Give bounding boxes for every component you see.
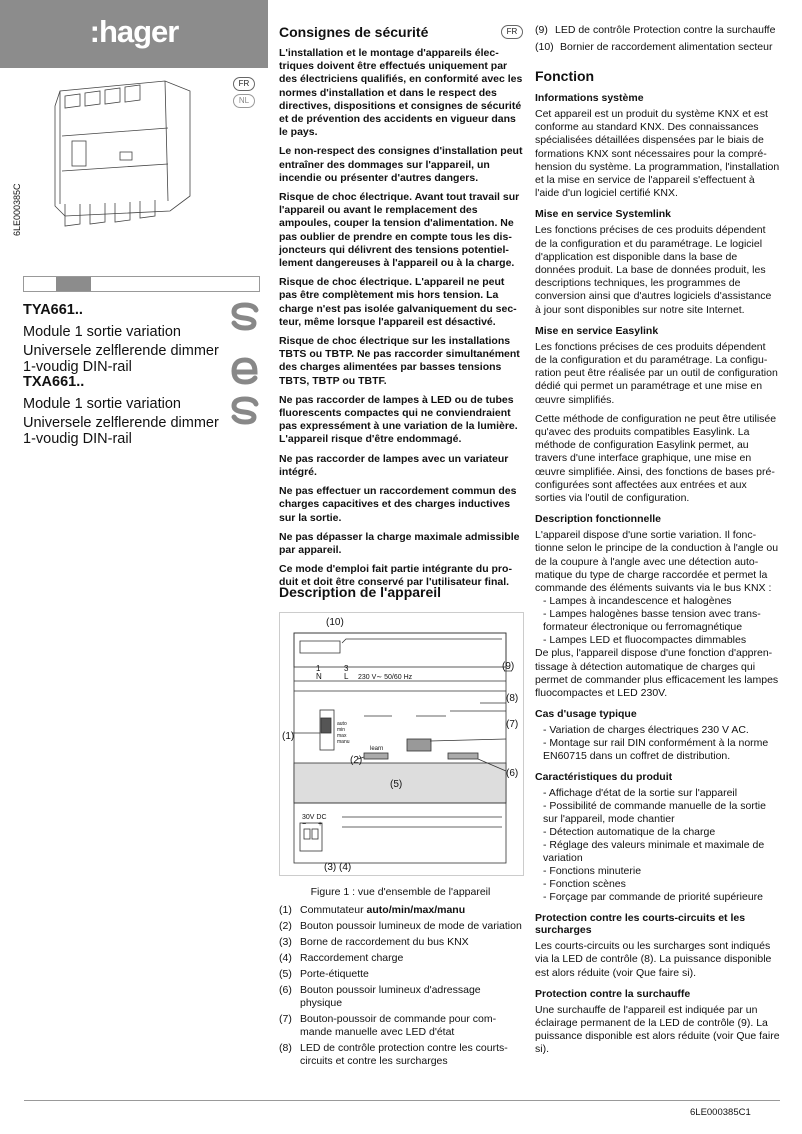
item-number: (8) xyxy=(279,1042,292,1054)
bus-polarity: + xyxy=(318,821,323,828)
item-number: (7) xyxy=(279,1013,292,1025)
item-number: (6) xyxy=(279,984,292,996)
safety-section xyxy=(279,24,523,596)
bullet-item: - Réglage des valeurs minimale et maximale de variation xyxy=(543,839,765,865)
device-diagram xyxy=(279,612,524,876)
item-number: (9) xyxy=(535,24,548,36)
product-line: Module 1 sortie variation xyxy=(23,396,181,412)
item-text: LED de contrôle Protection contre la surchauffe xyxy=(555,24,776,36)
safety-paragraph: Le non-respect des consignes d'installation peut entraîner des dommages sur l'appareil, un incendie ou présenter d'autres dangers. xyxy=(279,145,523,184)
safety-paragraph: Risque de choc électrique. L'appareil ne peut pas être complètement mis hors tension. La charge n'est pas isolée galvaniquement du secteur, même lorsque l'appareil est désactivé. xyxy=(279,276,517,328)
product-line: 1-voudig DIN-rail xyxy=(23,359,132,375)
item-text-bold: auto/min/max/manu xyxy=(366,904,466,916)
callout: (7) xyxy=(506,719,519,730)
callout: (2) xyxy=(350,755,363,766)
section-paragraph: Cet appareil est un produit du système KNX et est conforme au standard KNX. Des connaissances spécialisées détaillées dispensées par le biais de formations KNX sont nécessaires pour la compréhension du système. La programmation, l'installation et la mise en service de l'appareil s'effectuent à l'aide d'un logiciel certifié KNX. xyxy=(535,108,780,200)
item-text: Bornier de raccordement alimentation secteur xyxy=(560,41,773,53)
item-text: Borne de raccordement du bus KNX xyxy=(300,936,469,948)
item-number: (2) xyxy=(279,920,292,932)
section-paragraph: Les fonctions précises de ces produits dépendent de la configuration et du paramétrage. Le logiciel d'application est disponible dans la base de données produit. La base de données produit, les descriptions techniques, les programmes de conversion ainsi que d'autres logiciels d'assistance à jour sont disponibles sur notre site Internet. xyxy=(535,224,772,316)
bullet-item: - Détection automatique de la charge xyxy=(543,826,716,839)
list-item xyxy=(279,1013,523,1039)
section-paragraph: Cette méthode de configuration ne peut être utilisée qu'avec des produits compatibles Easylink. La méthode de configuration Easylink permet, au travers d'une interface graphique, une mise en œuvre simplifiée. Ainsi, des fonctions de bases pré-configurées sont affectées aux entrées et aux sorties via l'outil de configuration. xyxy=(535,412,777,505)
figure-caption: Figure 1 : vue d'ensemble de l'appareil xyxy=(310,886,491,898)
bullet-item: - Possibilité de commande manuelle de la sortie sur l'appareil, mode chantier xyxy=(543,800,766,826)
bullet-item: - Variation de charges électriques 230 V AC. xyxy=(543,724,749,737)
language-tab-strip xyxy=(23,276,260,292)
list-item xyxy=(279,968,523,981)
section-heading: Mise en service Systemlink xyxy=(535,208,671,221)
list-item xyxy=(279,936,523,949)
callout: (6) xyxy=(506,768,519,779)
bus-polarity: − xyxy=(302,821,307,828)
safety-title: Consignes de sécurité xyxy=(279,24,429,40)
safety-paragraph: Risque de choc électrique. Avant tout travail sur l'appareil ou avant le remplacement des ampoules, couper la tension d'alimentation. Ne pas oublier de prendre en compte tous les disjoncteurs qui délivrent des tensions potentiellement dangereuses à l'appareil ou à la charge. xyxy=(279,191,520,270)
product-line: Module 1 sortie variation xyxy=(23,324,181,340)
product-code: TYA661.. xyxy=(23,302,83,318)
product-line: Universele zelflerende dimmer xyxy=(23,415,219,431)
item-text: Porte-étiquette xyxy=(300,968,369,980)
lang-badge-nl: NL xyxy=(233,94,255,108)
list-item xyxy=(279,952,523,965)
list-item xyxy=(279,984,523,1010)
list-item xyxy=(279,904,523,917)
fonction-column xyxy=(535,24,780,1063)
safety-paragraph: Ne pas raccorder de lampes à LED ou de tubes fluorescents compactes qui ne conviendraient pas expressément à une variation de la lumière. L'appareil risque d'être endommagé. xyxy=(279,393,518,446)
terminal-label: N xyxy=(316,672,322,681)
item-text: Raccordement charge xyxy=(300,952,404,964)
systemlink-s-icon xyxy=(230,302,260,332)
item-text: Commutateur xyxy=(300,904,367,916)
bullet-item: - Affichage d'état de la sortie sur l'appareil xyxy=(543,787,738,800)
product-line: Universele zelflerende dimmer xyxy=(23,343,219,359)
list-item xyxy=(279,920,523,933)
section-heading: Mise en service Easylink xyxy=(535,324,659,337)
terminal-label: 3 xyxy=(344,664,349,673)
terminal-label: L xyxy=(344,672,349,681)
bullet-item: - Forçage par commande de priorité supérieure xyxy=(543,891,764,904)
list-item xyxy=(535,24,780,37)
footer-document-reference: 6LE000385C1 xyxy=(690,1107,751,1118)
component-list-part1 xyxy=(279,904,523,1071)
callout: (1) xyxy=(282,731,295,742)
lang-badge-fr: FR xyxy=(501,25,523,39)
section-heading: Cas d'usage typique xyxy=(535,708,637,721)
switch-label: auto xyxy=(337,721,347,727)
learn-label: learn xyxy=(370,746,384,752)
callout: (10) xyxy=(326,617,344,628)
bullet-item: - Lampes LED et fluocompactes dimmables xyxy=(543,634,747,647)
section-heading: Description fonctionnelle xyxy=(535,513,662,526)
bullet-item: - Lampes à incandescence et halogènes xyxy=(543,595,732,608)
item-number: (1) xyxy=(279,904,292,916)
switch-label: max xyxy=(337,733,347,739)
section-heading: Protection contre les courts-circuits et les surcharges xyxy=(535,912,746,937)
callout: (9) xyxy=(502,661,515,672)
item-text: Bouton-poussoir de commande pour commande manuelle avec LED d'état xyxy=(300,1013,497,1038)
voltage-rating: 230 V∼ 50/60 Hz xyxy=(358,674,413,681)
item-number: (3) xyxy=(279,936,292,948)
product-code: TXA661.. xyxy=(23,374,85,390)
section-paragraph: Les courts-circuits ou les surcharges sont indiqués via la LED de contrôle (8). La puissance disponible est alors réduite (voir Que faire si). xyxy=(535,940,772,979)
item-text: Bouton poussoir lumineux de mode de variation xyxy=(300,920,522,932)
section-heading: Informations système xyxy=(535,92,644,104)
terminal-label: 1 xyxy=(316,664,321,673)
section-heading: Protection contre la surchauffe xyxy=(535,987,691,1000)
item-number: (4) xyxy=(279,952,292,964)
safety-paragraph: Ne pas dépasser la charge maximale admissible par appareil. xyxy=(279,530,520,556)
bullet-item: - Fonction scènes xyxy=(543,878,626,891)
section-paragraph: De plus, l'appareil dispose d'une fonction d'apprentissage à détection automatique de charges qui permet de commander plus efficacement les lampes fluocompactes et LED 230V. xyxy=(535,647,779,699)
callout: (5) xyxy=(390,779,403,790)
switch-label: min xyxy=(337,727,346,733)
device-illustration xyxy=(20,76,225,236)
document-reference-vertical: 6LE000385C xyxy=(12,183,22,236)
bullet-item: - Montage sur rail DIN conformément à la norme EN60715 dans un coffret de distribution. xyxy=(543,737,769,763)
product-block-tya661 xyxy=(23,302,219,375)
list-item xyxy=(279,1042,523,1068)
active-tab-marker xyxy=(56,277,91,291)
safety-paragraph: Ne pas raccorder de lampes avec un variateur intégré. xyxy=(279,452,509,478)
callout: (8) xyxy=(506,693,519,704)
safety-paragraph: Ne pas effectuer un raccordement commun des charges capacitives et des charges inductives sur la sortie. xyxy=(279,485,517,524)
product-line: 1-voudig DIN-rail xyxy=(23,431,132,447)
footer-divider xyxy=(24,1100,780,1101)
item-number: (5) xyxy=(279,968,292,980)
bus-label: 30V DC xyxy=(302,814,327,821)
list-item xyxy=(535,41,780,54)
bullet-item: - Fonctions minuterie xyxy=(543,865,642,878)
safety-paragraph: Ce mode d'emploi fait partie intégrante du produit et doit être conservé par l'utilisateur final. xyxy=(279,563,512,589)
section-paragraph: Les fonctions précises de ces produits dépendent de la configuration et du paramétrage. La configuration peut être réalisée par un outil de configuration dédié qui permet un paramétrage et une mise en œuvre simplifiés. xyxy=(535,340,778,406)
callout: (3) (4) xyxy=(324,862,352,873)
fonction-title: Fonction xyxy=(535,68,595,84)
item-text: LED de contrôle protection contre les courts-circuits et contre les surcharges xyxy=(300,1042,508,1067)
lang-badge-fr: FR xyxy=(233,77,255,91)
safety-paragraph: Risque de choc électrique sur les installations TBTS ou TBTP. Ne pas raccorder simultanément des charges alimentées par basses tensions TBTS, TBTP ou TBTF. xyxy=(279,335,520,387)
section-heading: Caractéristiques du produit xyxy=(535,771,673,784)
hager-logo: :hager xyxy=(89,14,179,49)
item-number: (10) xyxy=(535,41,554,53)
description-title: Description de l'appareil xyxy=(279,584,442,600)
bullet-item: - Lampes halogènes basse tension avec transformateur électronique ou ferromagnétique xyxy=(543,608,761,634)
section-paragraph: Une surchauffe de l'appareil est indiquée par un éclairage permanent de la LED de contrôle (9). La puissance disponible est alors réduite (voir Que faire si). xyxy=(535,1003,780,1056)
product-block-txa661 xyxy=(23,374,219,447)
section-paragraph: L'appareil dispose d'une sortie variation. Il fonctionne selon le principe de la conduction à l'angle ou de la coupure à l'angle avec une détection automatique du type de charge raccordée et permet la commande des éléments suivants via le bus KNX : xyxy=(535,529,779,595)
safety-paragraph: L'installation et le montage d'appareils électriques doivent être effectués uniquement par des électriciens qualifiés, en conformité avec les normes d'installation et dans le respect des directives, dispositions et consignes de sécurité et de prévention des accidents en vigueur dans le pays. xyxy=(279,47,523,139)
switch-label: manu xyxy=(337,739,350,745)
easylink-e-icon xyxy=(230,356,260,386)
item-text: Bouton poussoir lumineux d'adressage physique xyxy=(300,984,481,1009)
systemlink-s-icon xyxy=(230,396,260,426)
